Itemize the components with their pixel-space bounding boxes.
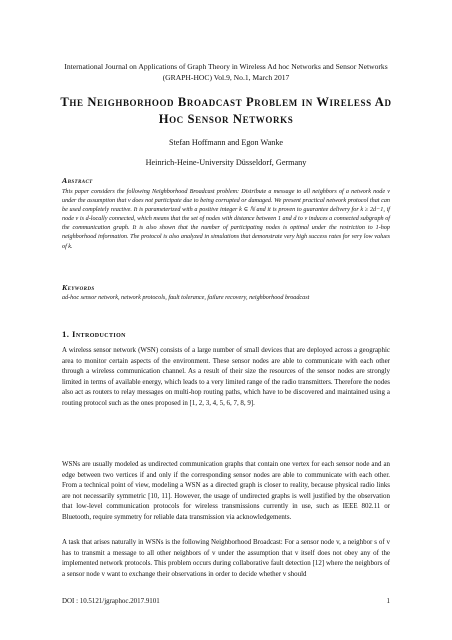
paper-title: The Neighborhood Broadcast Problem in Wireless Ad Hoc Sensor Networks [60,95,392,126]
abstract-text: This paper considers the following Neighborhood Broadcast problem: Distribute a message to all neighbors of a network node v under the assumption that v does not participate due to being corrupted or damaged. We present practical network protocol that can be used completely reactive. It is parameterized with a positive integer k ∈ ℕ and it is proven to guarantee delivery for k ≥ 2d−1, if node v is d-locally connected, which means that the set of nodes with distance between 1 and d to v induces a connected subgraph of the communication graph. It is also shown that the number of participating nodes is optimal under the restriction to 1-hop neighborhood information. The protocol is also analyzed in simulations that demonstrate very high success rates for very low values of k. [62,189,390,250]
paragraph: A wireless sensor network (WSN) consists of a large number of small devices that are deployed across a geographic area to monitor certain aspects of the environment. These sensor nodes are able to communicate with each other through a wireless communication channel. As a result of their size the resources of the sensor nodes are strongly limited in terms of available energy, which leads to a very limited range of the radio transmitters. Therefore the nodes also act as routers to relay messages on multi-hop routing paths, which have to be discovered and maintained using a routing protocol such as the ones proposed in [1, 2, 3, 4, 5, 6, 7, 8, 9]. [62,346,390,407]
abstract-heading: Abstract [62,176,93,185]
section-heading-introduction: 1. Introduction [62,329,126,339]
paragraph: WSNs are usually modeled as undirected communication graphs that contain one vertex for each sensor node and an edge between two vertices if and only if the corresponding sensor nodes are able to communicate with each other. From a technical point of view, modeling a WSN as a directed graph is closer to reality, because physical radio links are not necessarily symmetric [10, 11]. However, the usage of undirected graphs is well justified by the observation that low-level communication protocols for wireless transmissions currently in use, such as IEEE 802.11 or Bluetooth, require symmetry for reliable data transmission via acknowledgements. [62,460,390,521]
paragraph: A task that arises naturally in WSNs is the following Neighborhood Broadcast: For a sensor node v, a neighbor s of v has to transmit a message to all other neighbors of v under the assumption that v itself does not obey any of the implemented network protocols. This problem occurs during collaborative fault detection [12] where the neighbors of a sensor node v want to exchange their observations in order to decide whether v should [62,538,390,578]
footer-doi: DOI : 10.5121/jgraphoc.2017.9101 [62,597,160,605]
journal-header: International Journal on Applications of Graph Theory in Wireless Ad hoc Networks and Sensor Networks (GRAPH-HOC) Vol.9, No.1, March 2017 [64,62,388,82]
keywords-text: ad-hoc sensor network, network protocols, fault tolerance, failure recovery, neighborhood broadcast [62,295,310,301]
page-number: 1 [386,597,390,605]
affiliation: Heinrich-Heine-University Düsseldorf, Germany [145,158,307,167]
authors: Stefan Hoffmann and Egon Wanke [168,138,284,147]
keywords-heading: Keywords [62,283,95,292]
